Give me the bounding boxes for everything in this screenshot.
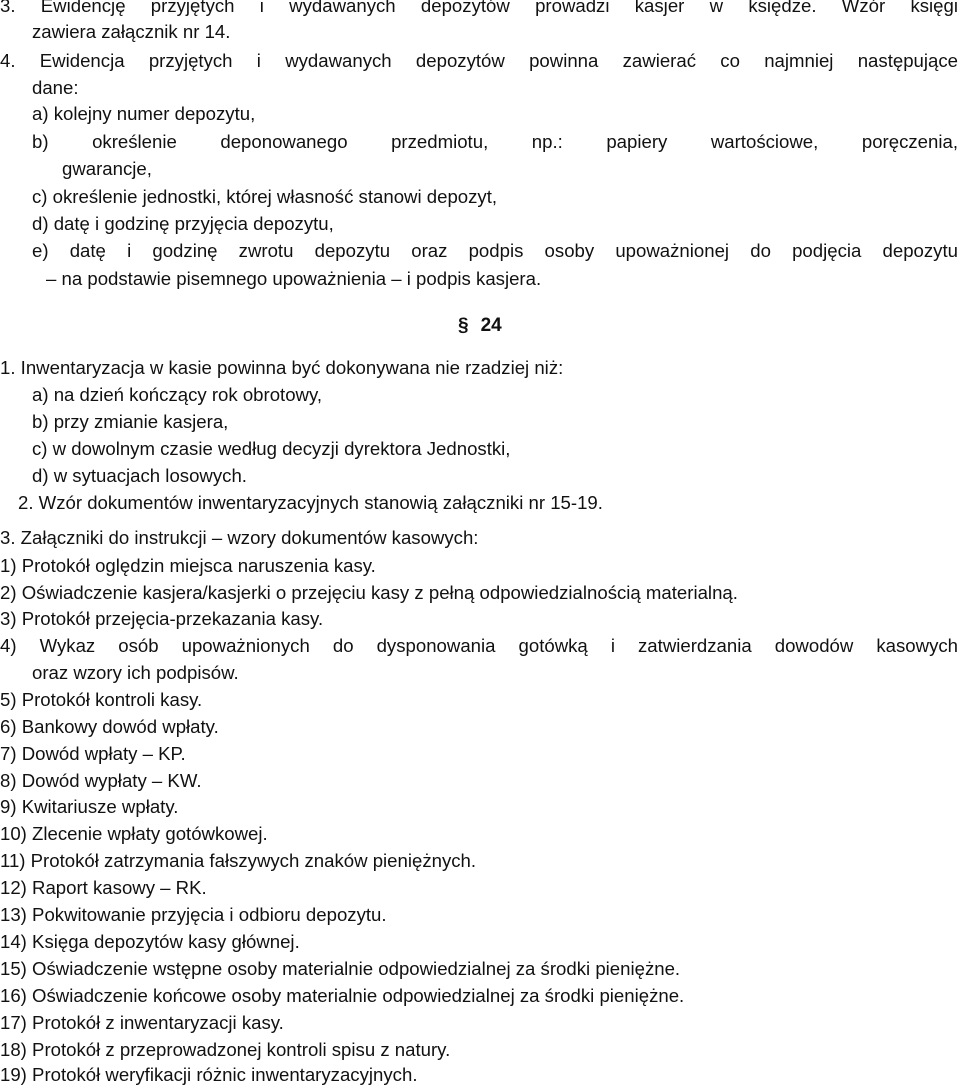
item-4-line-1: 4. Ewidencja przyjętych i wydawanych depozytów powinna zawierać co najmniej następujące	[0, 50, 958, 71]
inventory-item-2: 2. Wzór dokumentów inwentaryzacyjnych stanowią załączniki nr 15-19.	[18, 492, 603, 513]
item-4-c: c) określenie jednostki, której własność stanowi depozyt,	[32, 186, 498, 207]
attachment-item: 14) Księga depozytów kasy głównej.	[0, 931, 300, 952]
attachment-item: 5) Protokół kontroli kasy.	[0, 689, 203, 710]
item-4-a: a) kolejny numer depozytu,	[32, 103, 256, 124]
section-number: 24	[480, 315, 502, 336]
item-4-e-line-1: e) datę i godzinę zwrotu depozytu oraz podpis osoby upoważnionej do podjęcia depozytu	[32, 240, 958, 261]
attachment-item: 8) Dowód wypłaty – KW.	[0, 770, 202, 791]
attachment-item: 18) Protokół z przeprowadzonej kontroli spisu z natury.	[0, 1039, 451, 1060]
item-4-d: d) datę i godzinę przyjęcia depozytu,	[32, 213, 334, 234]
section-heading	[458, 314, 502, 338]
item-4-b-line-1: b) określenie deponowanego przedmiotu, np.: papiery wartościowe, poręczenia,	[32, 131, 958, 152]
attachment-item: 12) Raport kasowy – RK.	[0, 877, 207, 898]
item-4-b-line-2: gwarancje,	[62, 158, 152, 179]
attachment-item: 11) Protokół zatrzymania fałszywych znaków pieniężnych.	[0, 850, 477, 871]
attachment-item: 17) Protokół z inwentaryzacji kasy.	[0, 1012, 284, 1033]
attachment-item: 1) Protokół oględzin miejsca naruszenia kasy.	[0, 555, 376, 576]
item-3-line-1: 3. Ewidencję przyjętych i wydawanych depozytów prowadzi kasjer w księdze. Wzór księgi	[0, 0, 958, 16]
inventory-item-1-d: d) w sytuacjach losowych.	[32, 465, 247, 486]
attachment-item: 15) Oświadczenie wstępne osoby materialnie odpowiedzialnej za środki pieniężne.	[0, 958, 681, 979]
inventory-item-1: 1. Inwentaryzacja w kasie powinna być dokonywana nie rzadziej niż:	[0, 357, 564, 378]
item-4-e-line-2: – na podstawie pisemnego upoważnienia – i podpis kasjera.	[46, 268, 542, 289]
attachment-item: 19) Protokół weryfikacji różnic inwentaryzacyjnych.	[0, 1064, 418, 1085]
attachment-item: 13) Pokwitowanie przyjęcia i odbioru depozytu.	[0, 904, 387, 925]
attachment-item: 6) Bankowy dowód wpłaty.	[0, 716, 219, 737]
attachment-item: 9) Kwitariusze wpłaty.	[0, 796, 179, 817]
attachment-item-continuation: oraz wzory ich podpisów.	[32, 662, 239, 683]
item-3-line-2: zawiera załącznik nr 14.	[32, 21, 231, 42]
attachment-item: 10) Zlecenie wpłaty gotówkowej.	[0, 823, 268, 844]
inventory-item-1-c: c) w dowolnym czasie według decyzji dyrektora Jednostki,	[32, 438, 511, 459]
attachments-heading: 3. Załączniki do instrukcji – wzory dokumentów kasowych:	[0, 527, 479, 548]
attachment-item: 7) Dowód wpłaty – KP.	[0, 743, 186, 764]
attachment-item: 2) Oświadczenie kasjera/kasjerki o przejęciu kasy z pełną odpowiedzialnością materialną.	[0, 582, 738, 603]
attachment-item: 16) Oświadczenie końcowe osoby materialnie odpowiedzialnej za środki pieniężne.	[0, 985, 685, 1006]
item-4-line-2: dane:	[32, 77, 79, 98]
attachment-item: 3) Protokół przejęcia-przekazania kasy.	[0, 608, 324, 629]
paragraph-symbol: §	[458, 315, 469, 336]
inventory-item-1-b: b) przy zmianie kasjera,	[32, 411, 229, 432]
attachment-item: 4) Wykaz osób upoważnionych do dysponowania gotówką i zatwierdzania dowodów kasowych	[0, 635, 958, 656]
inventory-item-1-a: a) na dzień kończący rok obrotowy,	[32, 384, 323, 405]
